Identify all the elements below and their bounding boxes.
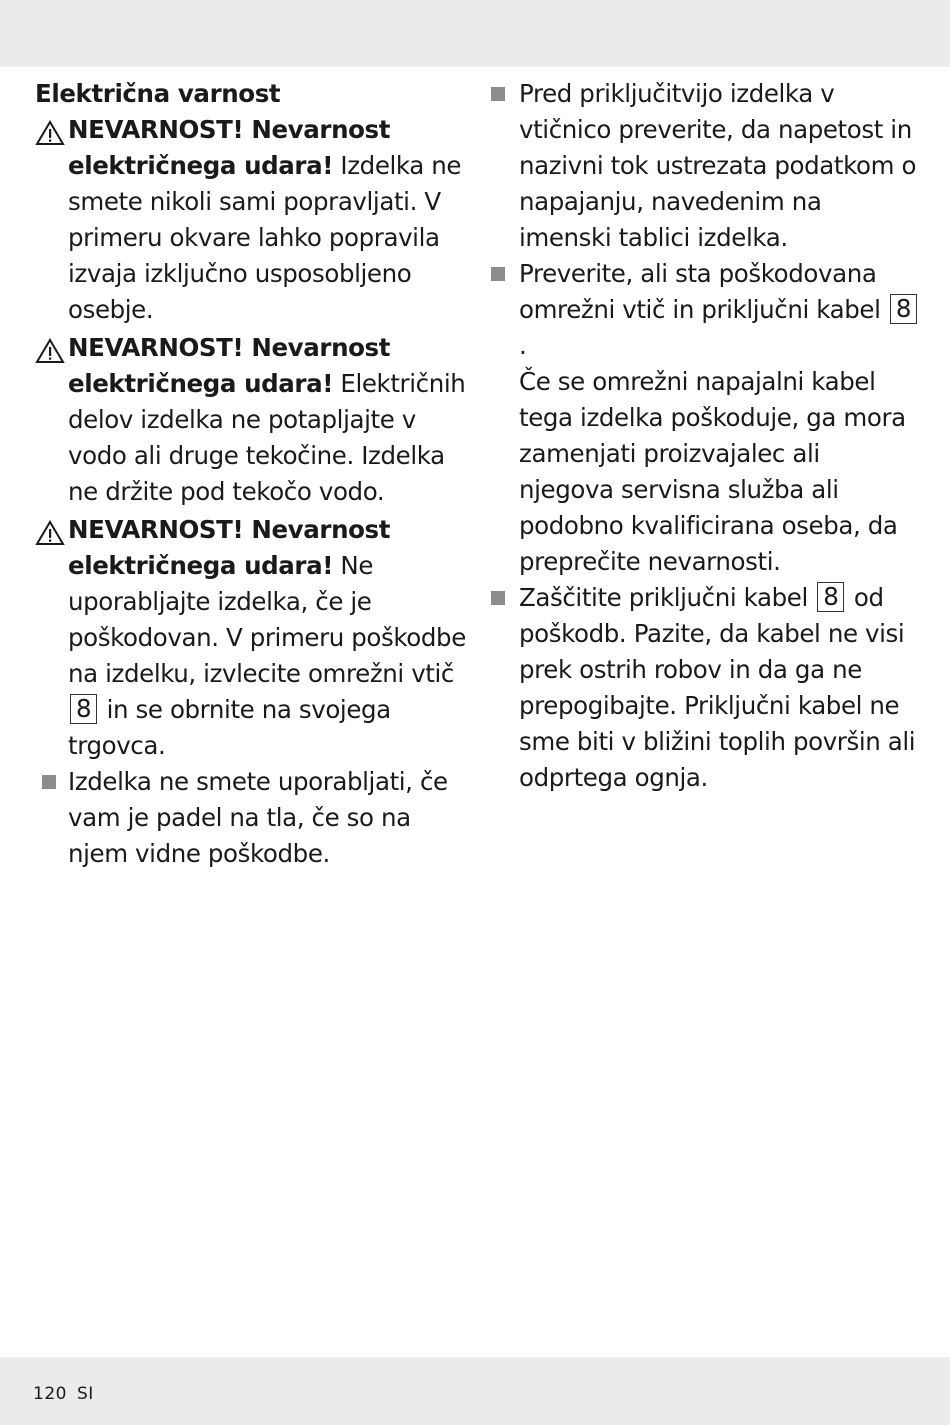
part-reference: 8 (70, 694, 97, 724)
bullet-item (35, 764, 473, 872)
warning-label: NEVARNOST! Nevarnost električnega udara! (68, 115, 391, 180)
warning-triangle-icon (35, 338, 65, 364)
bullet-item (486, 580, 920, 796)
warning-label: NEVARNOST! Nevarnost električnega udara! (68, 333, 391, 398)
bullet-text: Izdelka ne smete uporabljati, če vam je padel na tla, če so na njem vidne poškodbe. (68, 767, 448, 868)
right-column (486, 76, 920, 796)
part-reference: 8 (890, 294, 917, 324)
language-code: SI (76, 1384, 94, 1404)
warning-text-end: in se obrnite na svojega trgovca. (68, 695, 391, 760)
warning-item (35, 112, 473, 328)
left-column (35, 76, 473, 872)
part-reference: 8 (817, 582, 844, 612)
bullet-text: Pred priključitvijo izdelka v vtičnico preverite, da napetost in nazivni tok ustrezata podatkom o napajanju, navedenim na imenski tablici izdelka. (519, 79, 917, 252)
warning-text: Izdelka ne smete nikoli sami popravljati. V primeru okvare lahko popravila izvaja izključno usposobljeno osebje. (68, 151, 462, 324)
bullet-text: Zaščitite priključni kabel (519, 583, 816, 612)
warning-text: Ne uporabljajte izdelka, če je poškodovan. V primeru poškodbe na izdelku, izvlecite omrežni vtič (68, 551, 466, 688)
bullet-item (486, 76, 920, 256)
bullet-text-end: . (519, 331, 527, 360)
square-bullet-icon (491, 87, 505, 101)
bullet-item (486, 256, 920, 580)
bullet-text: Preverite, ali sta poškodovana omrežni vtič in priključni kabel (519, 259, 888, 324)
warning-item (35, 512, 473, 764)
square-bullet-icon (42, 775, 56, 789)
warning-triangle-icon (35, 520, 65, 546)
top-band (0, 0, 950, 67)
square-bullet-icon (491, 267, 505, 281)
page-number: 120 (33, 1384, 67, 1404)
bottom-band (0, 1357, 950, 1425)
warning-text: Električnih delov izdelka ne potapljajte v vodo ali druge tekočine. Izdelka ne držite pod tekočo vodo. (68, 369, 466, 506)
square-bullet-icon (491, 591, 505, 605)
warning-item (35, 330, 473, 510)
warning-triangle-icon (35, 120, 65, 146)
bullet-text-end: od poškodb. Pazite, da kabel ne visi prek ostrih robov in da ga ne prepogibajte. Priključni kabel ne sme biti v bližini toplih površin ali odprtega ognja. (519, 583, 916, 792)
warning-label: NEVARNOST! Nevarnost električnega udara! (68, 515, 391, 580)
page-footer (33, 1384, 94, 1404)
section-title: Električna varnost (35, 79, 281, 108)
bullet-paragraph: Če se omrežni napajalni kabel tega izdelka poškoduje, ga mora zamenjati proizvajalec ali njegova servisna služba ali podobno kvalificirana oseba, da preprečite nevarnosti. (519, 367, 906, 576)
